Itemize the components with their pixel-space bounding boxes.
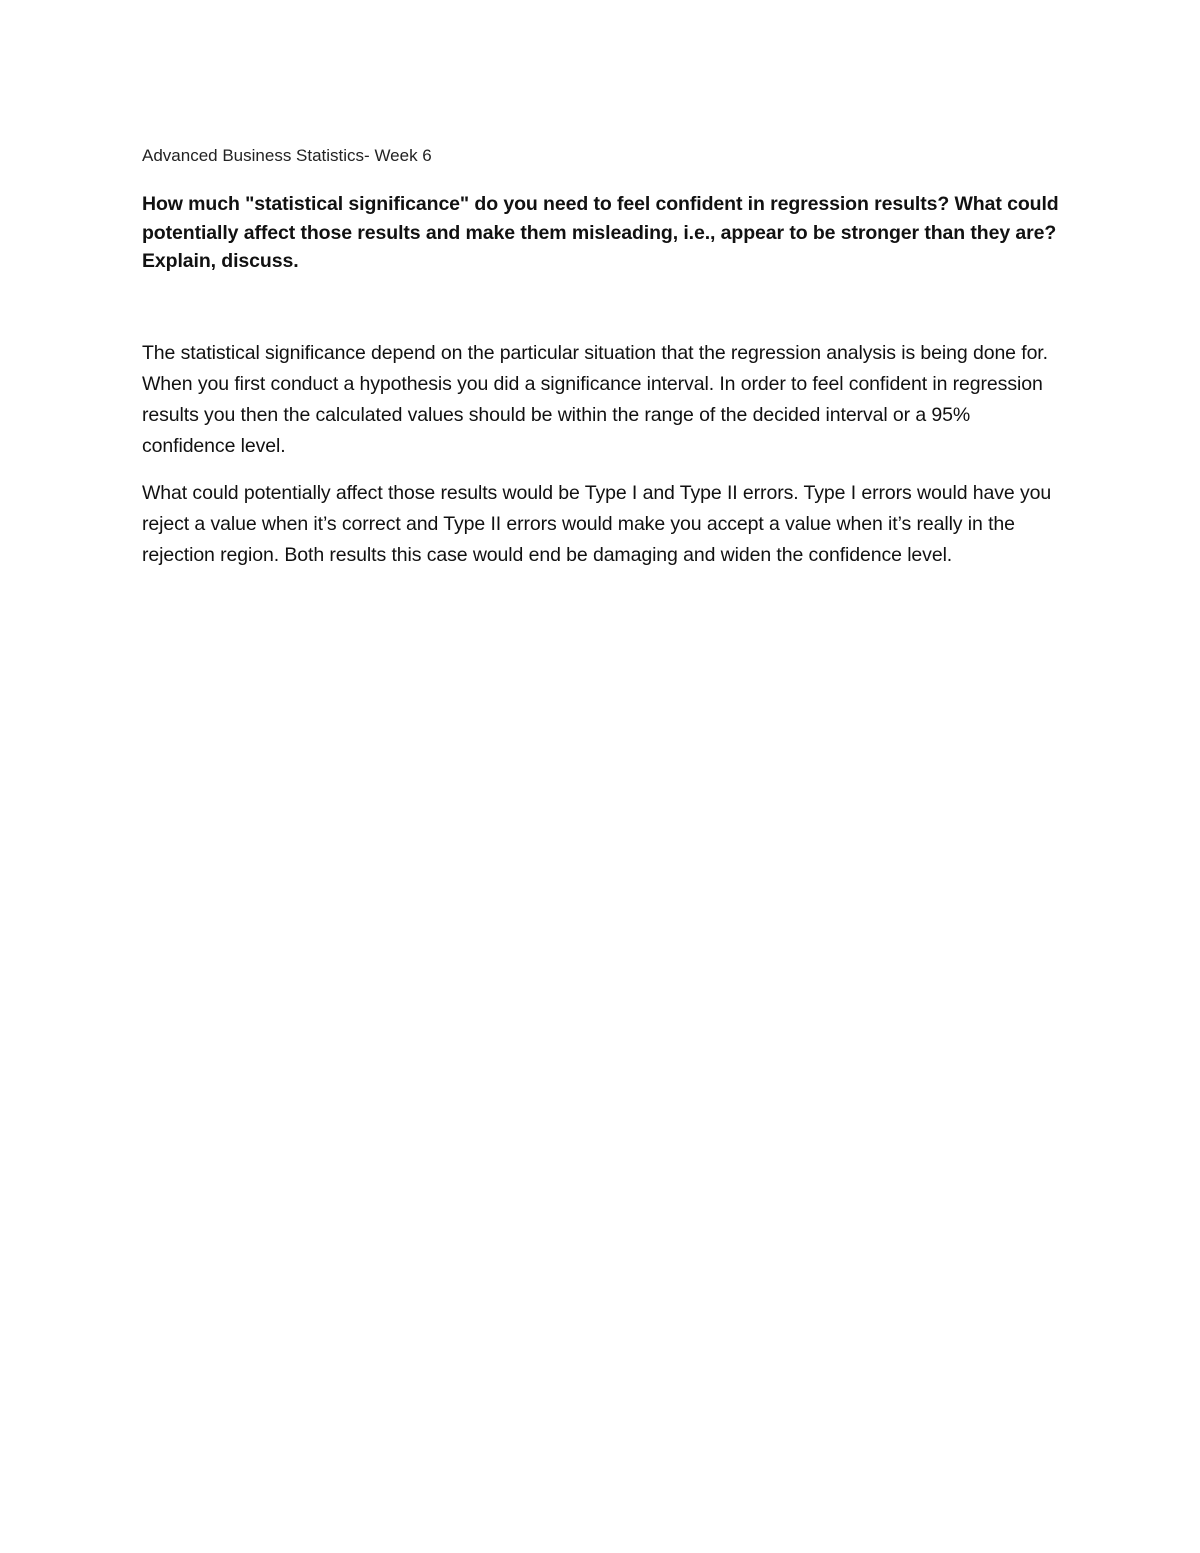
answer-paragraph-2: What could potentially affect those results would be Type I and Type II errors. Type I errors would have you reject a value when it’s correct and Type II errors would make you accept a value when it’s really in the rejection region. Both results this case would end be damaging and widen the confidence level. (142, 482, 1052, 566)
document-header: Advanced Business Statistics- Week 6 (142, 146, 432, 165)
answer-paragraph-1: The statistical significance depend on the particular situation that the regression analysis is being done for. When you first conduct a hypothesis you did a significance interval. In order to feel confident in regression results you then the calculated values should be within the range of the decided interval or a 95% confidence level. (142, 342, 1048, 457)
discussion-question: How much "statistical significance" do you need to feel confident in regression results? What could potentially affect those results and make them misleading, i.e., appear to be stronger than they are? Explain, discuss. (142, 193, 1059, 272)
